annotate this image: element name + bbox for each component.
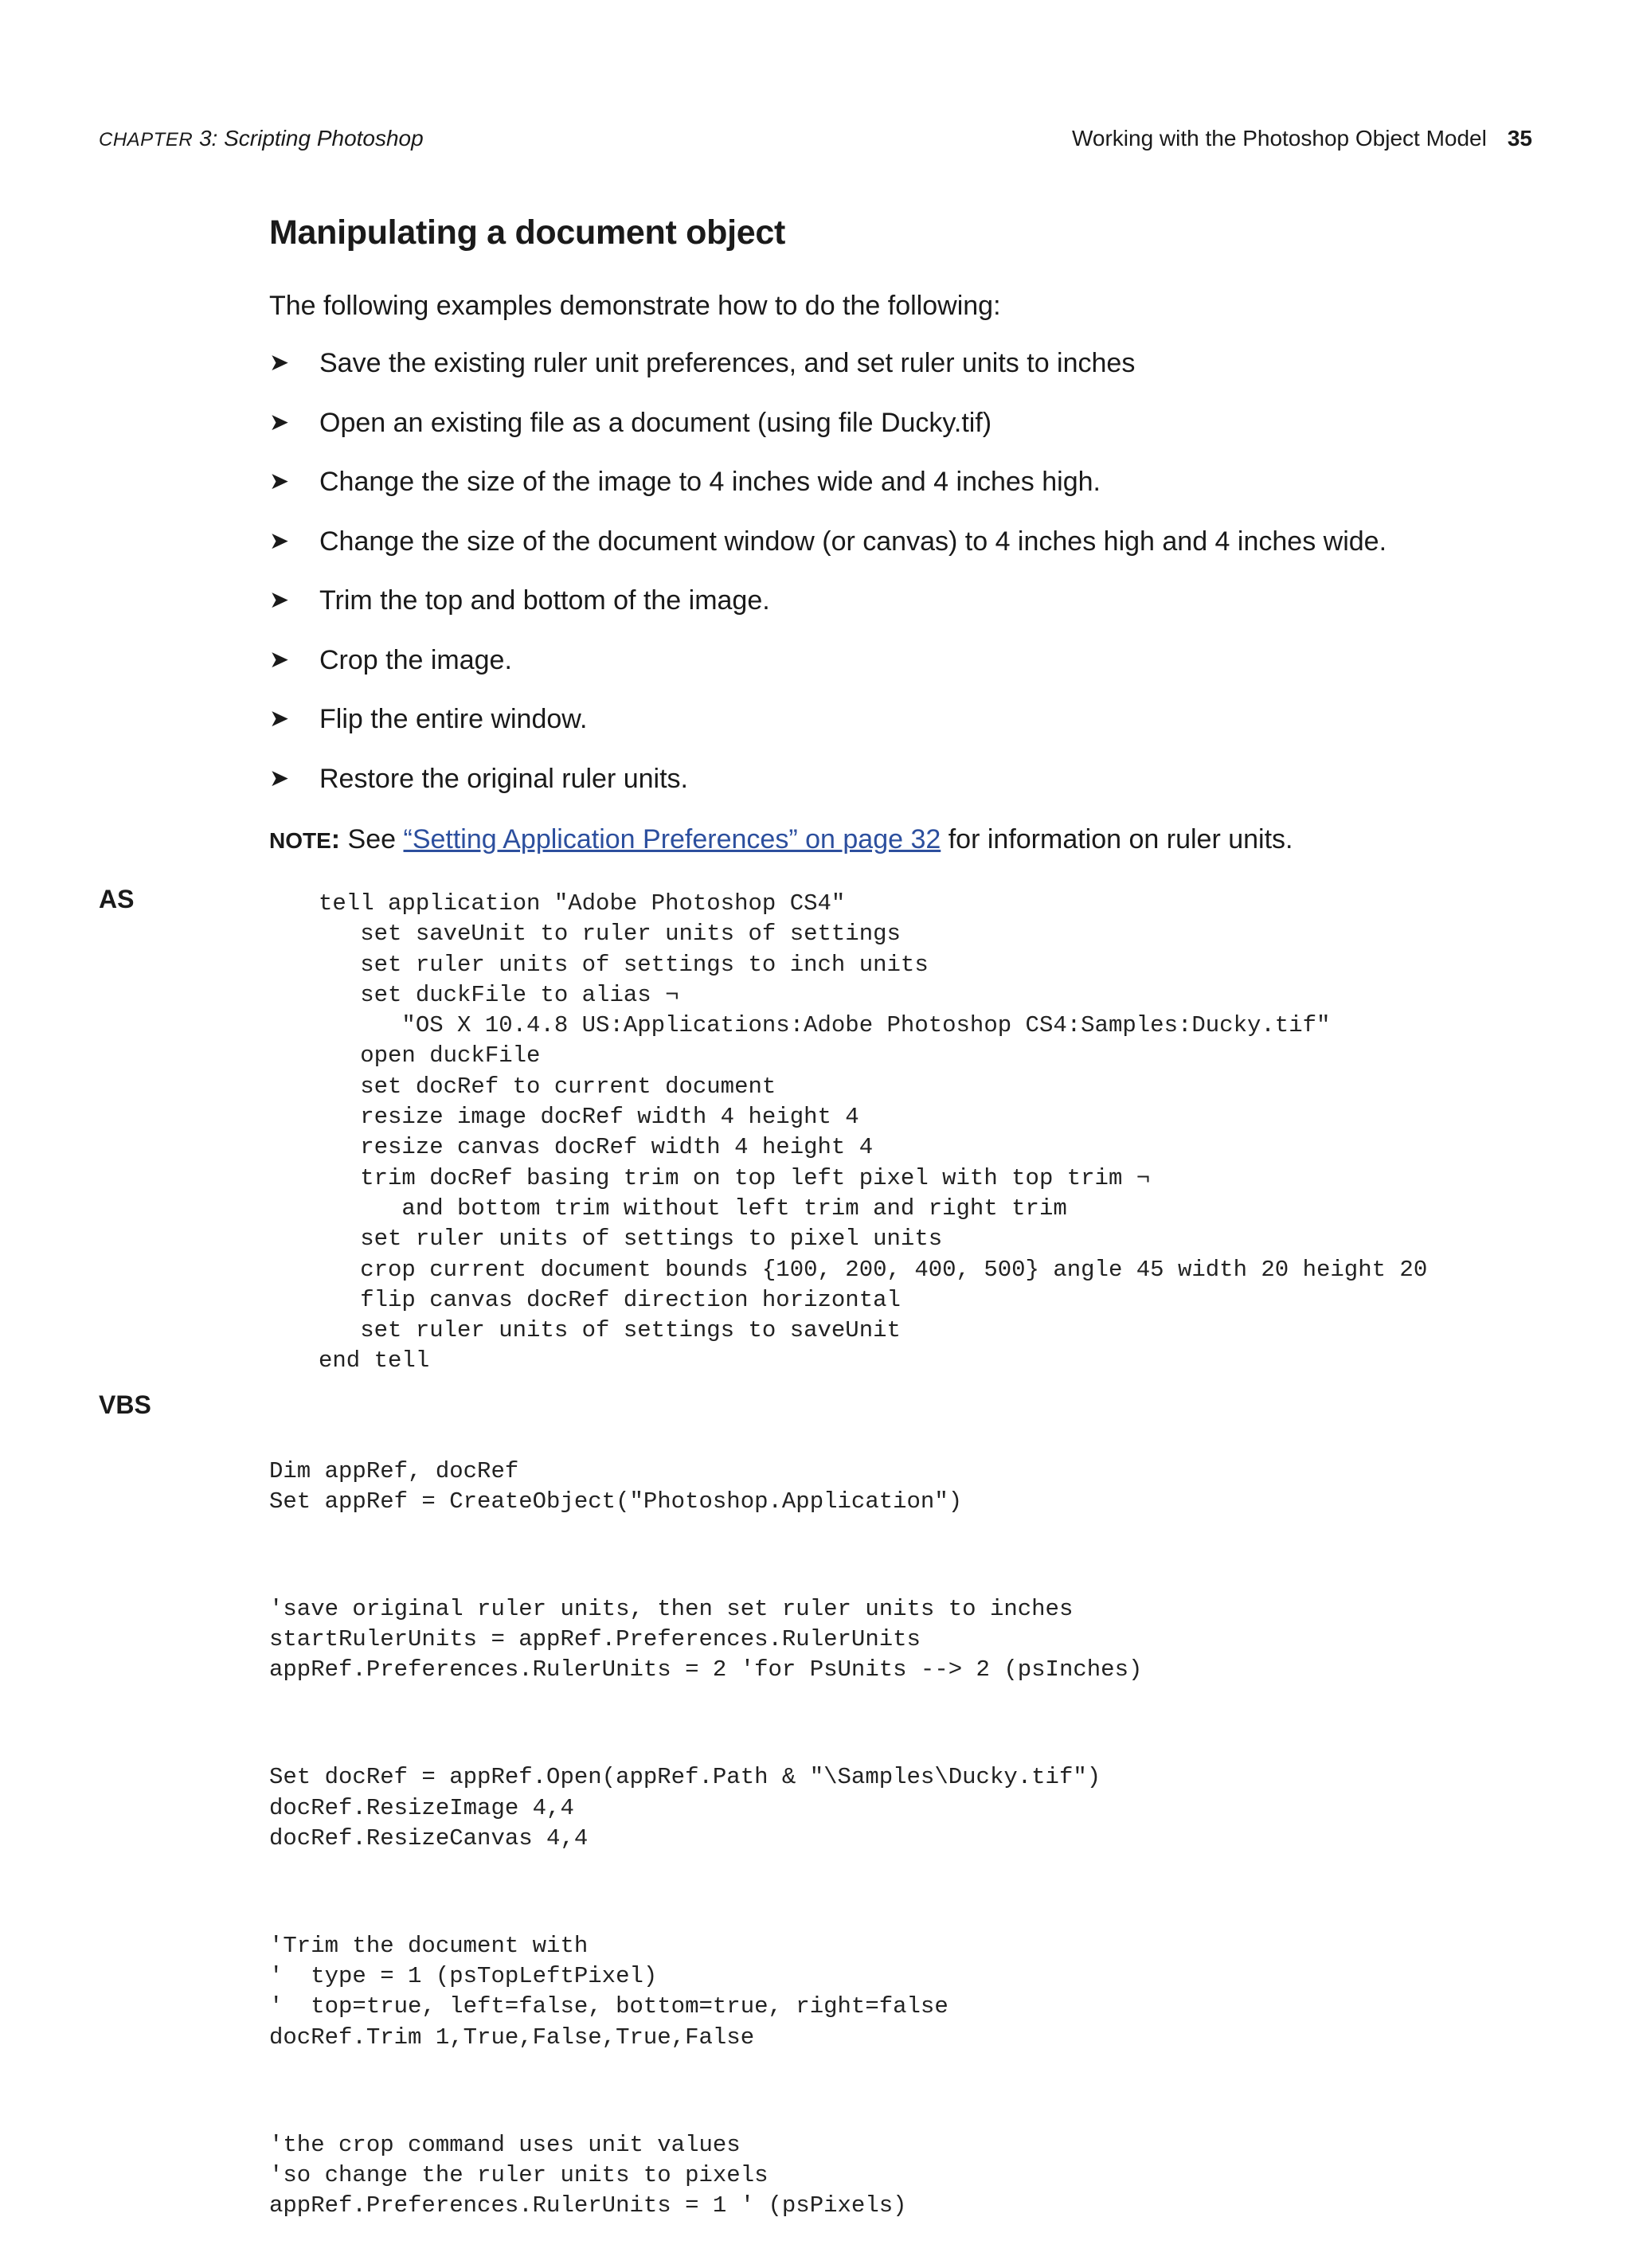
list-item-text: Change the size of the image to 4 inches wide and 4 inches high. [319, 467, 1101, 497]
page-title: Manipulating a document object [269, 213, 785, 252]
vbs-language-label: VBS [99, 1390, 151, 1419]
list-item [269, 524, 1532, 584]
list-item [269, 346, 1532, 405]
as-language-label: AS [99, 885, 135, 913]
page-number: 35 [1507, 126, 1532, 151]
code-block: Dim appRef, docRef Set appRef = CreateObject("Photoshop.Application") [269, 1457, 963, 1515]
list-item [269, 405, 1532, 465]
code-block: 'Trim the document with ' type = 1 (psTopLeftPixel) ' top=true, left=false, bottom=true, right=false docRef.Trim 1,True,False,True,False [269, 1932, 948, 2051]
list-item [269, 761, 1532, 821]
arrow-bullet-icon: ➤ [269, 646, 290, 673]
section-title: Working with the Photoshop Object Model [1071, 126, 1487, 151]
list-item [269, 643, 1532, 702]
chapter-prefix: CHAPTER [99, 129, 194, 151]
preferences-link[interactable]: “Setting Application Preferences” on page 32 [403, 824, 941, 854]
list-item-text: Open an existing file as a document (using file Ducky.tif) [319, 407, 992, 438]
arrow-bullet-icon: ➤ [269, 409, 290, 436]
arrow-bullet-icon: ➤ [269, 527, 290, 554]
chapter-title [99, 126, 424, 151]
vbscript-code [269, 1395, 1142, 2268]
list-item-text: Save the existing ruler unit preferences, and set ruler units to inches [319, 348, 1136, 378]
list-item [269, 583, 1532, 643]
arrow-bullet-icon: ➤ [269, 587, 290, 613]
code-block: Set docRef = appRef.Open(appRef.Path & "\Samples\Ducky.tif") docRef.ResizeImage 4,4 docRef.ResizeCanvas 4,4 [269, 1764, 1101, 1852]
section-and-page [1072, 126, 1532, 151]
list-item [269, 702, 1532, 761]
note-label: NOTE: [269, 824, 341, 854]
code-block: 'save original ruler units, then set ruler units to inches startRulerUnits = appRef.Preferences.RulerUnits appRef.Preferences.RulerUnits = 2 'for PsUnits --> 2 (psInches) [269, 1595, 1143, 1683]
intro-paragraph: The following examples demonstrate how to do the following: [269, 291, 1001, 321]
running-header [99, 126, 1532, 158]
note-paragraph: NOTE: See “Setting Application Preferences” on page 32 for information on ruler units. [269, 824, 1293, 854]
list-item-text: Flip the entire window. [319, 704, 588, 734]
arrow-bullet-icon: ➤ [269, 706, 290, 732]
list-item-text: Crop the image. [319, 644, 512, 675]
bullet-list [269, 346, 1532, 820]
arrow-bullet-icon: ➤ [269, 350, 290, 376]
list-item [269, 464, 1532, 524]
list-item-text: Trim the top and bottom of the image. [319, 585, 770, 616]
chapter-name: 3: Scripting Photoshop [193, 126, 424, 151]
code-block: 'the crop command uses unit values 'so change the ruler units to pixels appRef.Preferences.RulerUnits = 1 ' (psPixels) [269, 2131, 907, 2219]
main-content [269, 209, 1532, 858]
arrow-bullet-icon: ➤ [269, 468, 290, 495]
list-item-text: Restore the original ruler units. [319, 763, 689, 794]
arrow-bullet-icon: ➤ [269, 764, 290, 792]
list-item-text: Change the size of the document window (or canvas) to 4 inches high and 4 inches wide. [319, 526, 1387, 557]
applescript-code: tell application "Adobe Photoshop CS4" set saveUnit to ruler units of settings set ruler units of settings to inch units set duckFile to alias ¬ "OS X 10.4.8 US:Applications:Adobe Photoshop CS4:Samples:Ducky.tif" open duckFile set docRef to current document resize image docRef width 4 height 4 resize canvas docRef width 4 height 4 trim docRef basing trim on top left pixel with top trim ¬ and bottom trim without left trim and right trim set ruler units of settings to pixel units crop current document bounds {100, 200, 400, 500} angle 45 width 20 height 20 flip canvas docRef direction horizontal set ruler units of settings to saveUnit end tell [319, 890, 1428, 1374]
